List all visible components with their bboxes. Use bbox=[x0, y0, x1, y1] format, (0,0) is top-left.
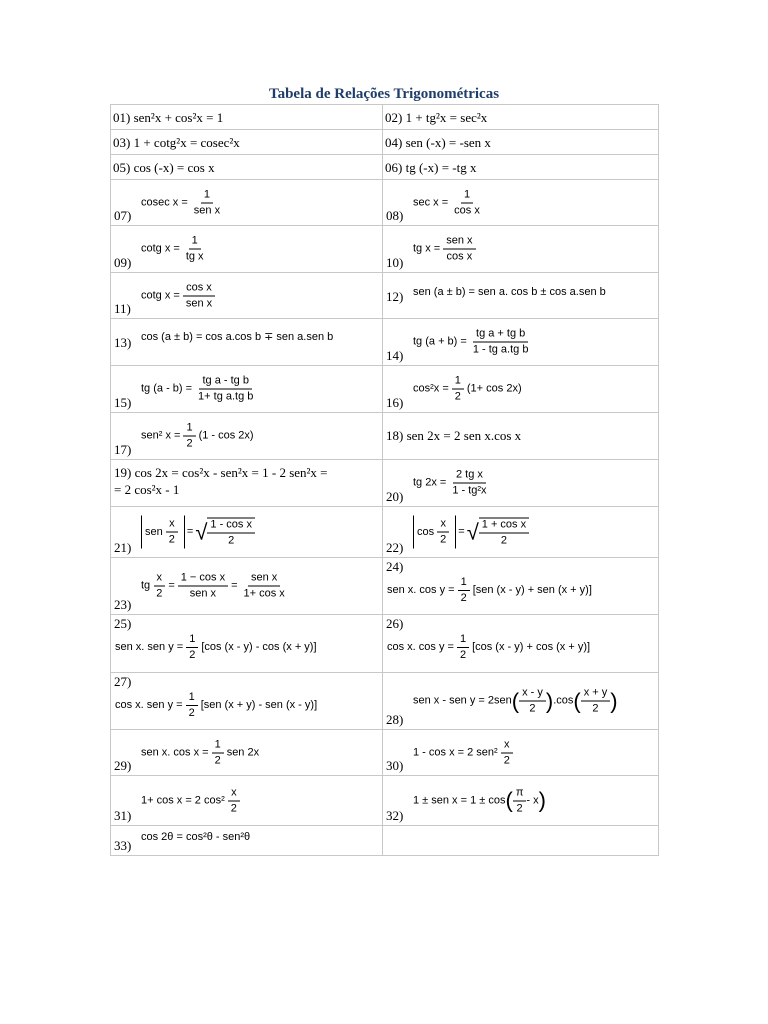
formula-cell: 11) cotg x = $\frac{\text{cos x}}{\text{sen x}}$ bbox=[111, 273, 383, 319]
formula-cell: 29) sen x. cos x = $\frac{1}{2}$ sen 2x bbox=[111, 730, 383, 776]
formula-cell: 06) tg (-x) = -tg x bbox=[383, 155, 659, 180]
formula-cell: 28) sen x - sen y = 2sen ( $\frac{x - y}{2}$ ) .cos ( $\frac{x + y}{2}$ ) bbox=[383, 673, 659, 730]
formula-cell: 25) sen x. sen y = $\frac{1}{2}$ [cos (x - y) - cos (x + y)] bbox=[111, 615, 383, 673]
formula-cell: 33) cos 2θ = cos²θ - sen²θ bbox=[111, 826, 383, 856]
formula-cell: 01) sen²x + cos²x = 1 bbox=[111, 105, 383, 130]
table-row bbox=[111, 673, 659, 730]
formula-cell: 09) cotg x = $\frac{1}{\text{tg x}}$ bbox=[111, 226, 383, 273]
formula-cell: 13) cos (a ± b) = cos a.cos b ∓ sen a.sen b bbox=[111, 319, 383, 366]
table-row bbox=[111, 319, 659, 366]
formula-cell: 22) cos $\frac{x}{2}$ = √ $\frac{\text{1 + cos x}}{2}$ bbox=[383, 507, 659, 558]
formula-cell: 30) 1 - cos x = 2 sen² $\frac{x}{2}$ bbox=[383, 730, 659, 776]
table-row bbox=[111, 826, 659, 856]
table-row bbox=[111, 730, 659, 776]
table-row bbox=[111, 273, 659, 319]
formula-cell: 05) cos (-x) = cos x bbox=[111, 155, 383, 180]
table-row bbox=[111, 130, 659, 155]
table-row bbox=[111, 460, 659, 507]
formula-cell: 32) 1 ± sen x = 1 ± cos ( $\frac{\pi}{2}$ - x ) bbox=[383, 776, 659, 826]
table-row bbox=[111, 226, 659, 273]
formula-cell: 08) sec x = $\frac{1}{\text{cos x}}$ bbox=[383, 180, 659, 226]
formula-cell: 20) tg 2x = $\frac{\text{2 tg x}}{\text{1 - tg²x}}$ bbox=[383, 460, 659, 507]
table-row bbox=[111, 105, 659, 130]
formula-cell: 02) 1 + tg²x = sec²x bbox=[383, 105, 659, 130]
formula-cell: 12) sen (a ± b) = sen a. cos b ± cos a.sen b bbox=[383, 273, 659, 319]
formula-cell: 15) tg (a - b) = $\frac{\text{tg a - tg b}}{\text{1+ tg a.tg b}}$ bbox=[111, 366, 383, 413]
formula-cell: 04) sen (-x) = -sen x bbox=[383, 130, 659, 155]
formula-cell: 19) cos 2x = cos²x - sen²x = 1 - 2 sen²x = = 2 cos²x - 1 bbox=[111, 460, 383, 507]
table-row bbox=[111, 558, 659, 615]
table-row bbox=[111, 366, 659, 413]
page-title: Tabela de Relações Trigonométricas bbox=[268, 86, 500, 102]
table-row bbox=[111, 615, 659, 673]
formula-cell: 16) cos²x = $\frac{1}{2}$ (1+ cos 2x) bbox=[383, 366, 659, 413]
table-row bbox=[111, 776, 659, 826]
formula-cell: 10) tg x = $\frac{\text{sen x}}{\text{cos x}}$ bbox=[383, 226, 659, 273]
trig-table bbox=[110, 104, 659, 856]
table-row bbox=[111, 413, 659, 460]
table-row bbox=[111, 180, 659, 226]
formula-cell: 31) 1+ cos x = 2 cos² $\frac{x}{2}$ bbox=[111, 776, 383, 826]
formula-cell: 17) sen² x = $\frac{1}{2}$ (1 - cos 2x) bbox=[111, 413, 383, 460]
table-row bbox=[111, 507, 659, 558]
formula-cell-empty bbox=[383, 826, 659, 856]
formula-cell: 26) cos x. cos y = $\frac{1}{2}$ [cos (x - y) + cos (x + y)] bbox=[383, 615, 659, 673]
formula-cell: 03) 1 + cotg²x = cosec²x bbox=[111, 130, 383, 155]
table-row bbox=[111, 155, 659, 180]
formula-cell: 14) tg (a + b) = $\frac{\text{tg a + tg b}}{\text{1 - tg a.tg b}}$ bbox=[383, 319, 659, 366]
formula-cell: 21) sen $\frac{x}{2}$ = √ $\frac{\text{1 - cos x}}{2}$ bbox=[111, 507, 383, 558]
formula-cell: 18) sen 2x = 2 sen x.cos x bbox=[383, 413, 659, 460]
formula-cell: 23) tg $\frac{x}{2}$ = $\frac{\text{1 − cos x}}{\text{sen x}}$ = $\frac{\text{sen x}}{\text{1+ cos x}}$ bbox=[111, 558, 383, 615]
formula-cell: 07) cosec x = $\frac{1}{\text{sen x}}$ bbox=[111, 180, 383, 226]
formula-cell: 27) cos x. sen y = $\frac{1}{2}$ [sen (x + y) - sen (x - y)] bbox=[111, 673, 383, 730]
formula-cell: 24) sen x. cos y = $\frac{1}{2}$ [sen (x - y) + sen (x + y)] bbox=[383, 558, 659, 615]
